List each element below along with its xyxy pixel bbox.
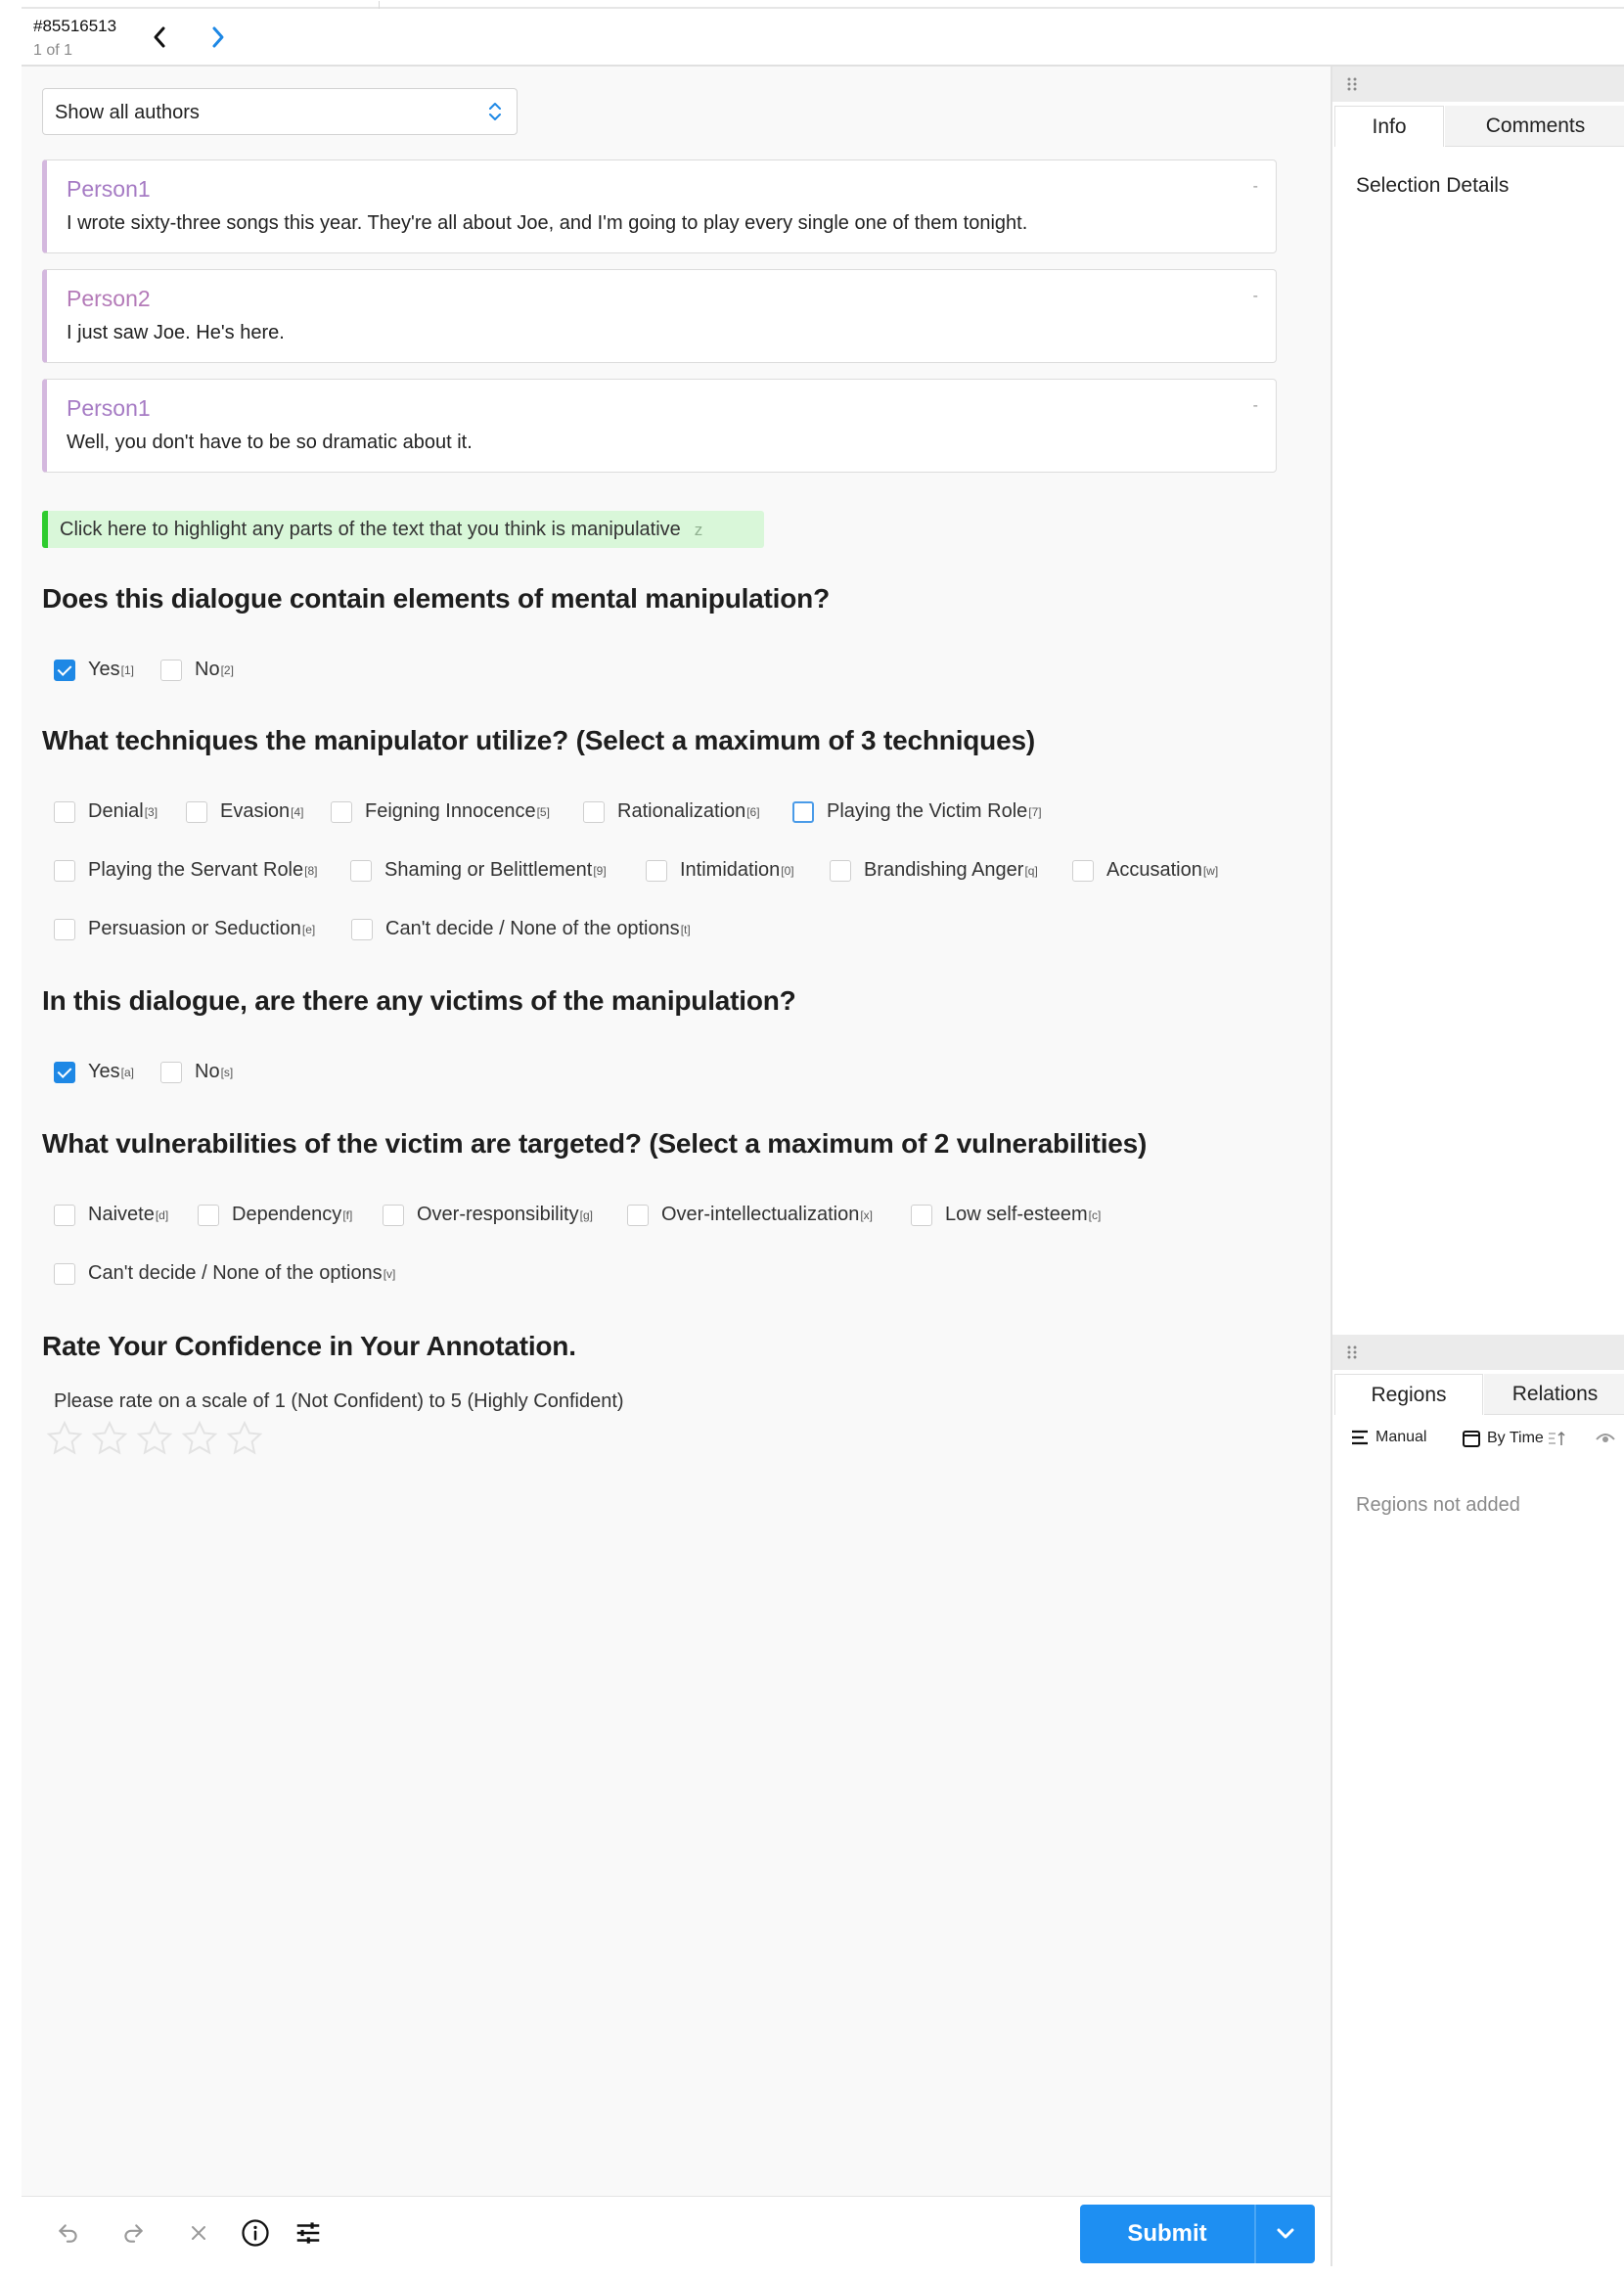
option-label: Over-intellectualization: [661, 1204, 860, 1225]
option-label: Persuasion or Seduction: [88, 918, 301, 939]
option-label: Brandishing Anger: [864, 859, 1024, 881]
option-vulnerability-dependency[interactable]: Dependency [f]: [198, 1204, 352, 1226]
calendar-icon: [1462, 1429, 1481, 1448]
redo-button[interactable]: [118, 2218, 148, 2248]
checkbox-checked[interactable]: [54, 1062, 75, 1083]
checkbox[interactable]: [54, 1263, 75, 1285]
option-technique-rationalization[interactable]: Rationalization [6]: [583, 800, 760, 823]
option-label: Yes: [88, 1061, 120, 1082]
task-count: 1 of 1: [33, 42, 73, 59]
message-text[interactable]: Well, you don't have to be so dramatic about it.: [67, 432, 473, 453]
option-vulnerability-low-self-esteem[interactable]: Low self-esteem [c]: [911, 1204, 1101, 1226]
highlight-manipulative-button[interactable]: [42, 511, 764, 548]
option-technique-persuasion[interactable]: Persuasion or Seduction [e]: [54, 918, 315, 940]
tab-regions[interactable]: Regions: [1334, 1374, 1483, 1415]
option-manipulation-no[interactable]: No [2]: [160, 659, 234, 681]
option-technique-intimidation[interactable]: Intimidation [0]: [646, 859, 794, 882]
next-task-button[interactable]: [203, 23, 233, 52]
highlight-hotkey: z: [694, 521, 703, 539]
message-text[interactable]: I just saw Joe. He's here.: [67, 322, 285, 343]
option-vulnerability-naivete[interactable]: Naivete [d]: [54, 1204, 168, 1226]
option-label: Playing the Victim Role: [827, 800, 1028, 822]
checkbox[interactable]: [54, 801, 75, 823]
highlight-label: Click here to highlight any parts of the text that you think is manipulative: [60, 519, 681, 540]
chevron-down-icon: [1276, 2227, 1295, 2241]
checkbox-checked[interactable]: [54, 660, 75, 681]
submit-dropdown-button[interactable]: [1256, 2205, 1315, 2263]
message-text[interactable]: I wrote sixty-three songs this year. They're all about Joe, and I'm going to play every single one of them tonight.: [67, 212, 1028, 234]
option-label: No: [195, 1061, 220, 1082]
option-label: Dependency: [232, 1204, 342, 1225]
submit-group: [1080, 2205, 1315, 2263]
authors-filter-value: Show all authors: [55, 102, 200, 123]
confidence-description: Please rate on a scale of 1 (Not Confident) to 5 (Highly Confident): [54, 1390, 624, 1412]
right-sidebar: [1331, 67, 1624, 2266]
option-victims-no[interactable]: No [s]: [160, 1061, 233, 1083]
message-author: Person1: [67, 176, 151, 202]
regions-empty-message: Regions not added: [1356, 1494, 1520, 1516]
option-label: Accusation: [1106, 859, 1202, 881]
selection-details-heading: Selection Details: [1356, 174, 1510, 197]
by-time-label: By Time: [1487, 1430, 1544, 1446]
dialogue-message[interactable]: [42, 269, 1277, 363]
checkbox[interactable]: [160, 1062, 182, 1083]
option-label: Over-responsibility: [417, 1204, 579, 1225]
previous-task-button[interactable]: [145, 23, 174, 52]
list-icon: [1350, 1429, 1370, 1446]
task-header: [22, 7, 1624, 67]
option-technique-playing-victim-role[interactable]: Playing the Victim Role [7]: [792, 800, 1042, 823]
dialogue-message[interactable]: [42, 379, 1277, 473]
option-vulnerability-cant-decide[interactable]: Can't decide / None of the options [v]: [54, 1262, 395, 1285]
star-icon[interactable]: [225, 1419, 264, 1458]
task-id: #85516513: [33, 17, 117, 35]
close-icon: [187, 2221, 210, 2245]
question-confidence-title: Rate Your Confidence in Your Annotation.: [42, 1331, 576, 1361]
checkbox[interactable]: [331, 801, 352, 823]
option-label: Intimidation: [680, 859, 781, 881]
star-icon[interactable]: [135, 1419, 174, 1458]
option-label: Denial: [88, 800, 144, 822]
manual-label: Manual: [1376, 1429, 1427, 1445]
option-label: Shaming or Belittlement: [384, 859, 593, 881]
message-author: Person1: [67, 395, 151, 421]
checkbox[interactable]: [583, 801, 605, 823]
checkbox[interactable]: [54, 1205, 75, 1226]
checkbox[interactable]: [383, 1205, 404, 1226]
reset-button[interactable]: [184, 2218, 213, 2248]
submit-button[interactable]: Submit: [1127, 2220, 1207, 2247]
toggle-visibility-button[interactable]: [1595, 1429, 1616, 1446]
undo-button[interactable]: [54, 2218, 83, 2248]
checkbox[interactable]: [160, 660, 182, 681]
checkbox[interactable]: [911, 1205, 932, 1226]
header-tab-stub: [22, 1, 380, 9]
checkbox[interactable]: [198, 1205, 219, 1226]
authors-filter-select[interactable]: [42, 88, 518, 135]
checkbox[interactable]: [186, 801, 207, 823]
tab-info[interactable]: Info: [1334, 106, 1444, 147]
checkbox[interactable]: [351, 919, 373, 940]
option-vulnerability-over-responsibility[interactable]: Over-responsibility [g]: [383, 1204, 593, 1226]
star-icon[interactable]: [180, 1419, 219, 1458]
question-techniques-title: What techniques the manipulator utilize? (Select a maximum of 3 techniques): [42, 725, 1035, 755]
checkbox[interactable]: [1072, 860, 1094, 882]
option-technique-shaming[interactable]: Shaming or Belittlement [9]: [350, 859, 607, 882]
sort-manual-button[interactable]: [1350, 1429, 1426, 1446]
sort-order-icon: [1547, 1430, 1568, 1447]
option-technique-playing-servant-role[interactable]: Playing the Servant Role [8]: [54, 859, 317, 882]
star-icon[interactable]: [45, 1419, 84, 1458]
confidence-rating[interactable]: [45, 1419, 270, 1458]
message-meta: -: [1252, 288, 1258, 304]
message-author: Person2: [67, 286, 151, 311]
settings-button[interactable]: [293, 2218, 323, 2248]
option-technique-feigning-innocence[interactable]: Feigning Innocence [5]: [331, 800, 550, 823]
option-vulnerability-over-intellectualization[interactable]: Over-intellectualization [x]: [627, 1204, 873, 1226]
bottom-toolbar: [22, 2196, 1331, 2266]
checkbox[interactable]: [830, 860, 851, 882]
option-technique-brandishing-anger[interactable]: Brandishing Anger [q]: [830, 859, 1038, 882]
annotation-panel: [22, 67, 1331, 2196]
option-label: Playing the Servant Role: [88, 859, 304, 881]
option-technique-denial[interactable]: Denial [3]: [54, 800, 158, 823]
option-label: Naivete: [88, 1204, 155, 1225]
option-victims-yes[interactable]: Yes [a]: [54, 1061, 134, 1083]
option-label: Feigning Innocence: [365, 800, 536, 822]
chevron-right-icon: [210, 25, 226, 49]
tab-relations[interactable]: Relations: [1484, 1374, 1624, 1415]
star-icon[interactable]: [90, 1419, 129, 1458]
grip-icon: [1346, 76, 1358, 92]
panel-drag-handle[interactable]: [1332, 67, 1624, 102]
info-button[interactable]: [241, 2218, 270, 2248]
question-victims-title: In this dialogue, are there any victims of the manipulation?: [42, 985, 796, 1016]
option-technique-cant-decide[interactable]: Can't decide / None of the options [t]: [351, 918, 691, 940]
option-label: Yes: [88, 659, 120, 680]
option-label: Can't decide / None of the options: [88, 1262, 383, 1284]
panel-drag-handle[interactable]: [1332, 1335, 1624, 1370]
option-label: Rationalization: [617, 800, 746, 822]
dialogue-message[interactable]: [42, 159, 1277, 253]
tab-comments[interactable]: Comments: [1445, 106, 1624, 147]
message-meta: -: [1252, 397, 1258, 414]
checkbox[interactable]: [350, 860, 372, 882]
select-arrows-icon: [487, 100, 503, 123]
checkbox[interactable]: [646, 860, 667, 882]
message-meta: -: [1252, 178, 1258, 195]
option-label: Can't decide / None of the options: [385, 918, 680, 939]
option-manipulation-yes[interactable]: Yes [1]: [54, 659, 134, 681]
sort-by-time-button[interactable]: [1462, 1429, 1568, 1448]
checkbox[interactable]: [54, 860, 75, 882]
option-label: No: [195, 659, 220, 680]
question-manipulation-title: Does this dialogue contain elements of mental manipulation?: [42, 583, 830, 614]
option-label: Low self-esteem: [945, 1204, 1088, 1225]
info-icon: [241, 2217, 270, 2249]
question-vulnerabilities-title: What vulnerabilities of the victim are targeted? (Select a maximum of 2 vulnerabilities): [42, 1128, 1148, 1159]
option-technique-accusation[interactable]: Accusation [w]: [1072, 859, 1218, 882]
grip-icon: [1346, 1344, 1358, 1360]
undo-icon: [56, 2220, 81, 2246]
sliders-icon: [293, 2218, 323, 2248]
option-label: Evasion: [220, 800, 291, 822]
chevron-left-icon: [152, 25, 167, 49]
eye-icon: [1595, 1429, 1616, 1446]
checkbox[interactable]: [792, 801, 814, 823]
checkbox[interactable]: [627, 1205, 649, 1226]
checkbox[interactable]: [54, 919, 75, 940]
option-technique-evasion[interactable]: Evasion [4]: [186, 800, 304, 823]
redo-icon: [120, 2220, 146, 2246]
